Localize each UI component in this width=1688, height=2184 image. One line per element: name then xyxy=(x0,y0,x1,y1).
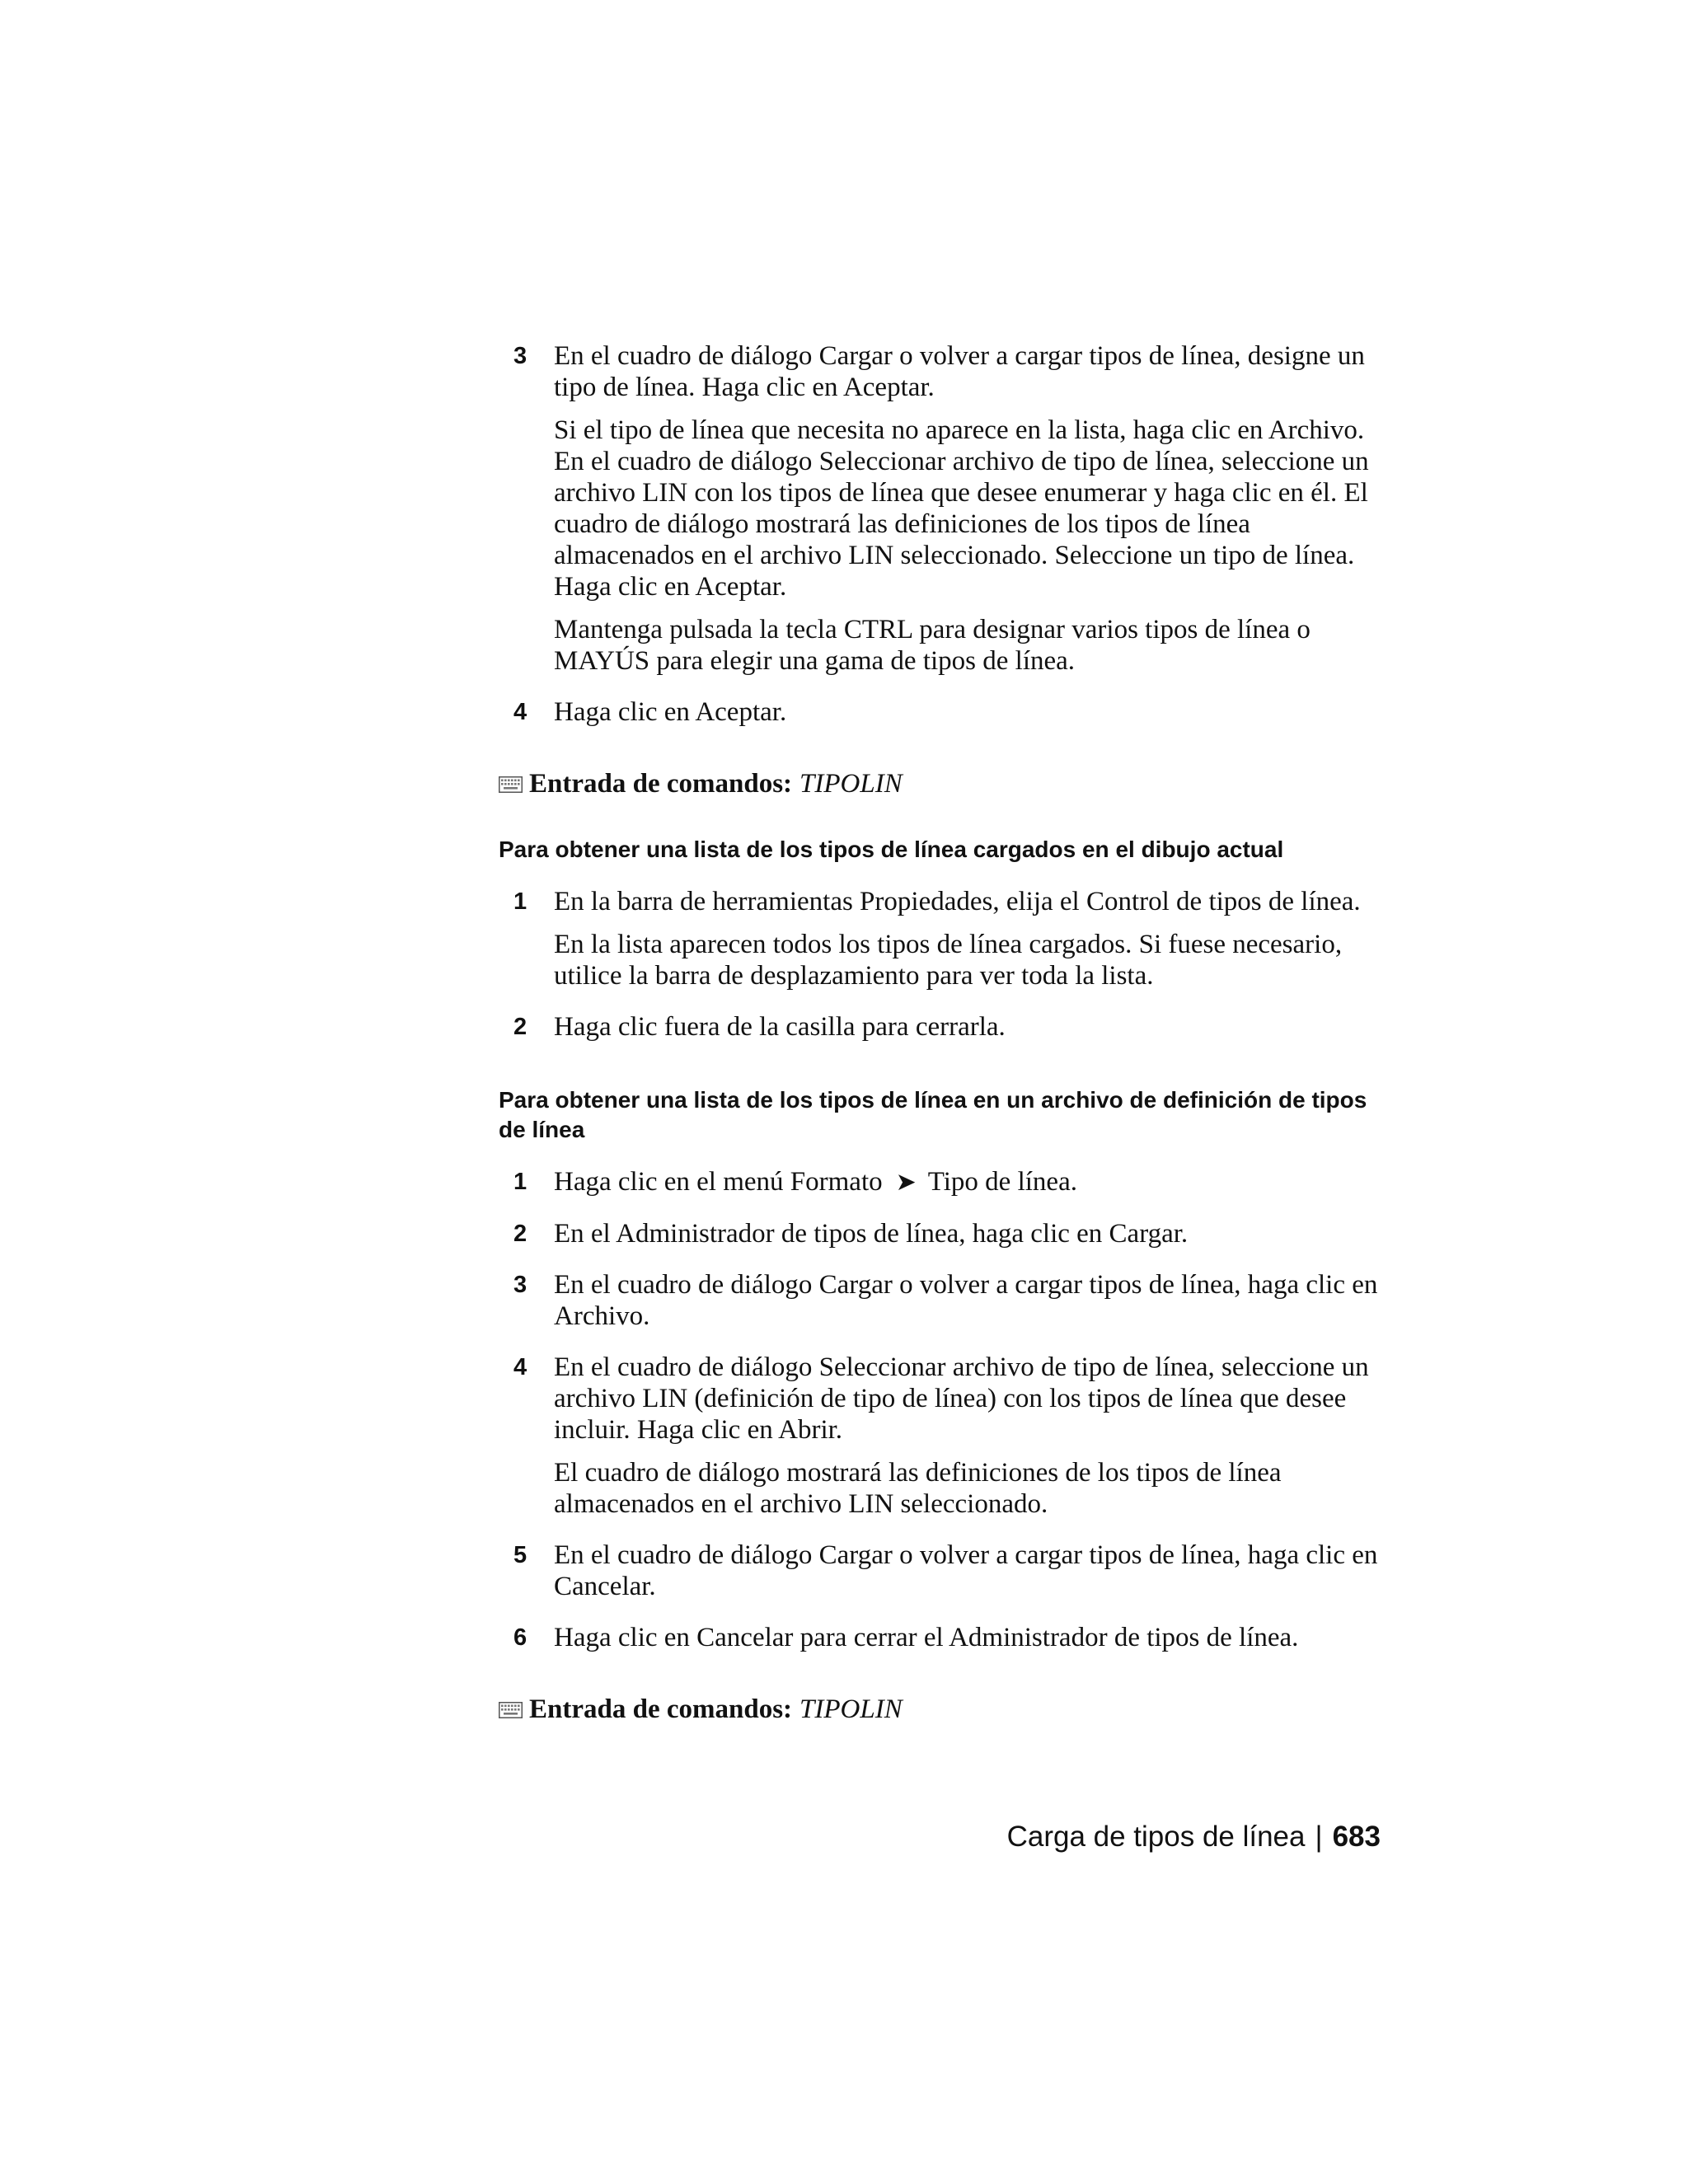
step-text: Haga clic en Aceptar. xyxy=(554,697,787,727)
menu-path-text: Haga clic en el menú Formato xyxy=(554,1167,883,1197)
keyboard-icon xyxy=(499,1702,523,1718)
procedure-heading: Para obtener una lista de los tipos de línea en un archivo de definición de tipos de línea xyxy=(499,1087,1367,1142)
command-entry-value: TIPOLIN xyxy=(799,768,903,799)
step-text: Haga clic en Cancelar para cerrar el Administrador de tipos de línea. xyxy=(554,1623,1299,1652)
menu-arrow-icon: ➤ xyxy=(895,1169,917,1196)
step-number: 3 xyxy=(513,1272,528,1298)
step-6 xyxy=(499,1622,1381,1653)
step-number: 5 xyxy=(513,1542,528,1568)
step-number: 4 xyxy=(513,1354,528,1380)
step-number: 4 xyxy=(513,699,528,725)
step-number: 1 xyxy=(513,1169,528,1195)
step-note: Mantenga pulsada la tecla CTRL para designar varios tipos de línea o MAYÚS para elegir una gama de tipos de línea. xyxy=(554,615,1311,676)
step-1 xyxy=(499,1166,1381,1198)
step-text: Haga clic fuera de la casilla para cerrarla. xyxy=(554,1012,1006,1042)
step-text: En el cuadro de diálogo Cargar o volver a cargar tipos de línea, haga clic en Cancelar. xyxy=(554,1540,1378,1601)
step-number: 2 xyxy=(513,1014,528,1040)
step-text: En la barra de herramientas Propiedades, elija el Control de tipos de línea. xyxy=(554,887,1361,916)
step-number: 2 xyxy=(513,1221,528,1247)
footer-separator: | xyxy=(1315,1821,1323,1853)
step-3 xyxy=(499,340,1381,677)
step-number: 6 xyxy=(513,1624,528,1651)
step-1 xyxy=(499,886,1381,991)
step-text: En el cuadro de diálogo Seleccionar archivo de tipo de línea, seleccione un archivo LIN (definición de tipo de línea) con los tipos de línea que desee incluir. Haga clic en Abrir. xyxy=(554,1352,1369,1445)
page-footer xyxy=(1007,1819,1381,1855)
keyboard-icon xyxy=(499,776,523,793)
page-number: 683 xyxy=(1332,1821,1381,1853)
step-number: 1 xyxy=(513,888,528,915)
step-2 xyxy=(499,1011,1381,1043)
menu-path-item: Tipo de línea. xyxy=(927,1167,1077,1197)
command-entry xyxy=(499,1693,1381,1726)
command-entry-label: Entrada de comandos: xyxy=(529,768,793,799)
step-text: En el cuadro de diálogo Cargar o volver a cargar tipos de línea, haga clic en Archivo. xyxy=(554,1270,1378,1331)
step-note: El cuadro de diálogo mostrará las definiciones de los tipos de línea almacenados en el archivo LIN seleccionado. xyxy=(554,1458,1282,1519)
step-note: En la lista aparecen todos los tipos de línea cargados. Si fuese necesario, utilice la barra de desplazamiento para ver toda la lista. xyxy=(554,930,1343,991)
step-text: En el cuadro de diálogo Cargar o volver a cargar tipos de línea, designe un tipo de línea. Haga clic en Aceptar. xyxy=(554,341,1365,402)
step-3 xyxy=(499,1269,1381,1332)
step-4 xyxy=(499,696,1381,728)
step-2 xyxy=(499,1218,1381,1249)
procedure-heading: Para obtener una lista de los tipos de línea cargados en el dibujo actual xyxy=(499,837,1284,862)
step-number: 3 xyxy=(513,343,528,369)
step-text: En el Administrador de tipos de línea, haga clic en Cargar. xyxy=(554,1219,1189,1249)
step-5 xyxy=(499,1540,1381,1602)
step-4 xyxy=(499,1352,1381,1520)
page-content xyxy=(499,340,1381,1760)
command-entry xyxy=(499,767,1381,800)
step-note: Si el tipo de línea que necesita no aparece en la lista, haga clic en Archivo. En el cuadro de diálogo Seleccionar archivo de tipo de línea, seleccione un archivo LIN con los tipos de línea que desee enumerar y haga clic en él. El cuadro de diálogo mostrará las definiciones de los tipos de línea almacenados en el archivo LIN seleccionado. Seleccione un tipo de línea. Haga clic en Aceptar. xyxy=(554,415,1369,602)
running-footer-title: Carga de tipos de línea xyxy=(1006,1821,1306,1853)
command-entry-label: Entrada de comandos: xyxy=(529,1694,793,1724)
command-entry-value: TIPOLIN xyxy=(799,1694,903,1724)
step-text xyxy=(554,1166,1381,1198)
